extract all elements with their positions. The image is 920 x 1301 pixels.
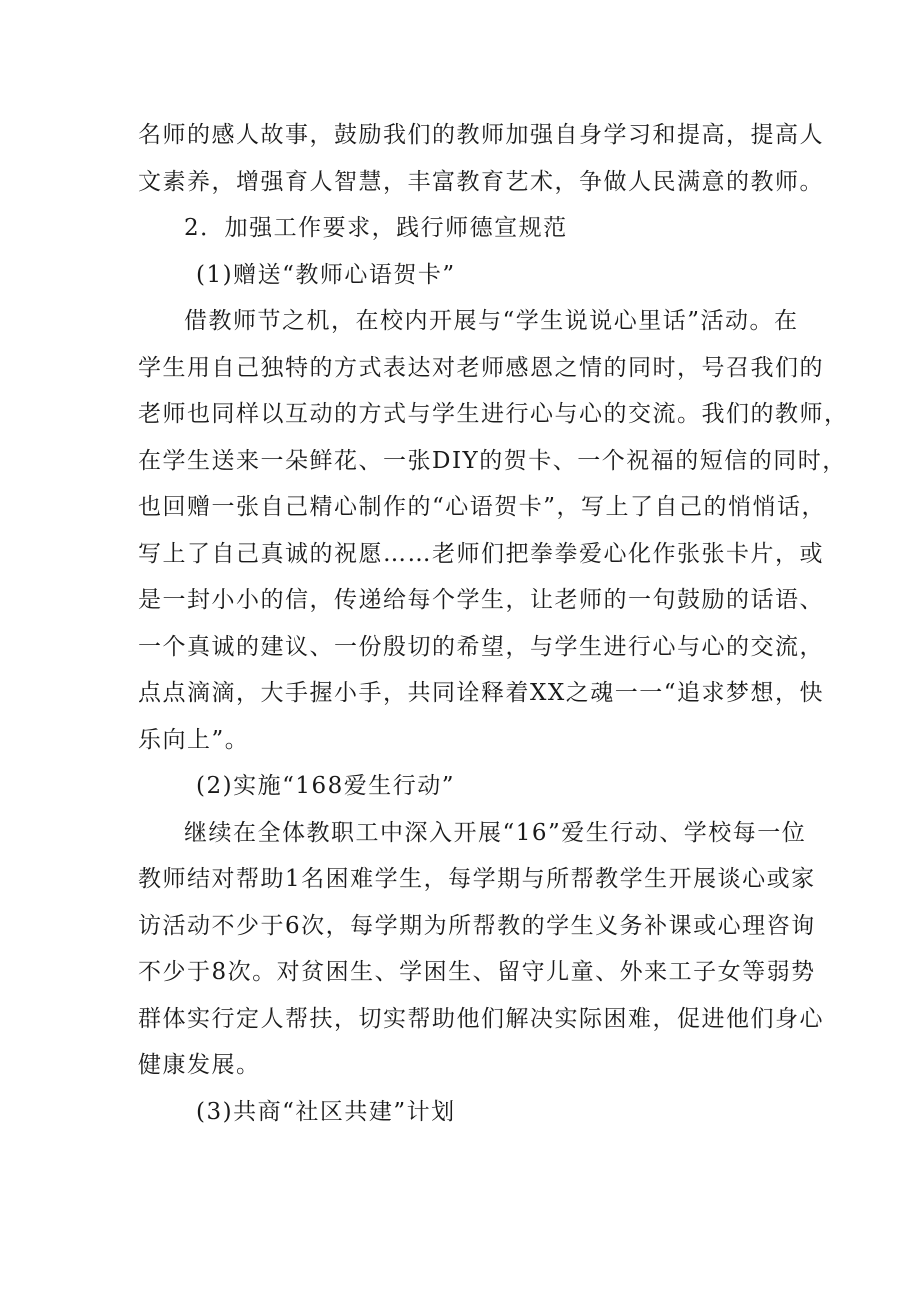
text-line-20: 群体实行定人帮扶，切实帮助他们解决实际困难，促进他们身心 xyxy=(138,1005,824,1032)
text-line-14: 乐向上”。 xyxy=(138,726,250,753)
paragraph-start-1: 借教师节之机，在校内开展与“学生说说心里话”活动。在 xyxy=(184,308,799,334)
text-line-13: 点点滴滴，大手握小手，共同诠释着XX之魂一一“追求梦想，快 xyxy=(138,680,825,706)
subheading-1: (1)赠送“教师心语贺卡” xyxy=(196,261,456,288)
text-line-6: 学生用自己独特的方式表达对老师感恩之情的同时，号召我们的 xyxy=(138,354,824,381)
section-heading-2: 2．加强工作要求，践行师德宣规范 xyxy=(184,215,568,241)
text-line-1: 名师的感人故事，鼓励我们的教师加强自身学习和提高，提高人 xyxy=(138,122,824,148)
text-line-19: 不少于8次。对贫困生、学困生、留守儿童、外来工子女等弱势 xyxy=(138,959,816,985)
text-line-9: 也回赠一张自己精心制作的“心语贺卡”，写上了自己的悄悄话， xyxy=(138,494,827,520)
text-line-2: 文素养，增强育人智慧，丰富教育艺术，争做人民满意的教师。 xyxy=(138,168,824,195)
text-line-12: 一个真诚的建议、一份殷切的希望，与学生进行心与心的交流， xyxy=(138,633,824,660)
text-line-8: 在学生送来一朵鲜花、一张DIY的贺卡、一个祝福的短信的同时， xyxy=(138,447,847,474)
text-line-11: 是一封小小的信，传递给每个学生，让老师的一句鼓励的话语、 xyxy=(138,587,824,613)
document-body xyxy=(138,112,849,1135)
text-line-18: 访活动不少于6次，每学期为所帮教的学生义务补课或心理咨询 xyxy=(138,912,816,939)
subheading-3: (3)共商“社区共建”计划 xyxy=(196,1098,456,1125)
text-line-10: 写上了自己真诚的祝愿……老师们把拳拳爱心化作张张卡片，或 xyxy=(138,540,824,567)
paragraph-start-2: 继续在全体教职工中深入开展“16”爱生行动、学校每一位 xyxy=(184,819,807,846)
text-line-17: 教师结对帮助1名困难学生，每学期与所帮教学生开展谈心或家 xyxy=(138,866,816,892)
text-line-7: 老师也同样以互动的方式与学生进行心与心的交流。我们的教师， xyxy=(138,401,849,427)
subheading-2: (2)实施“168爱生行动” xyxy=(196,773,455,799)
text-line-21: 健康发展。 xyxy=(138,1052,261,1078)
